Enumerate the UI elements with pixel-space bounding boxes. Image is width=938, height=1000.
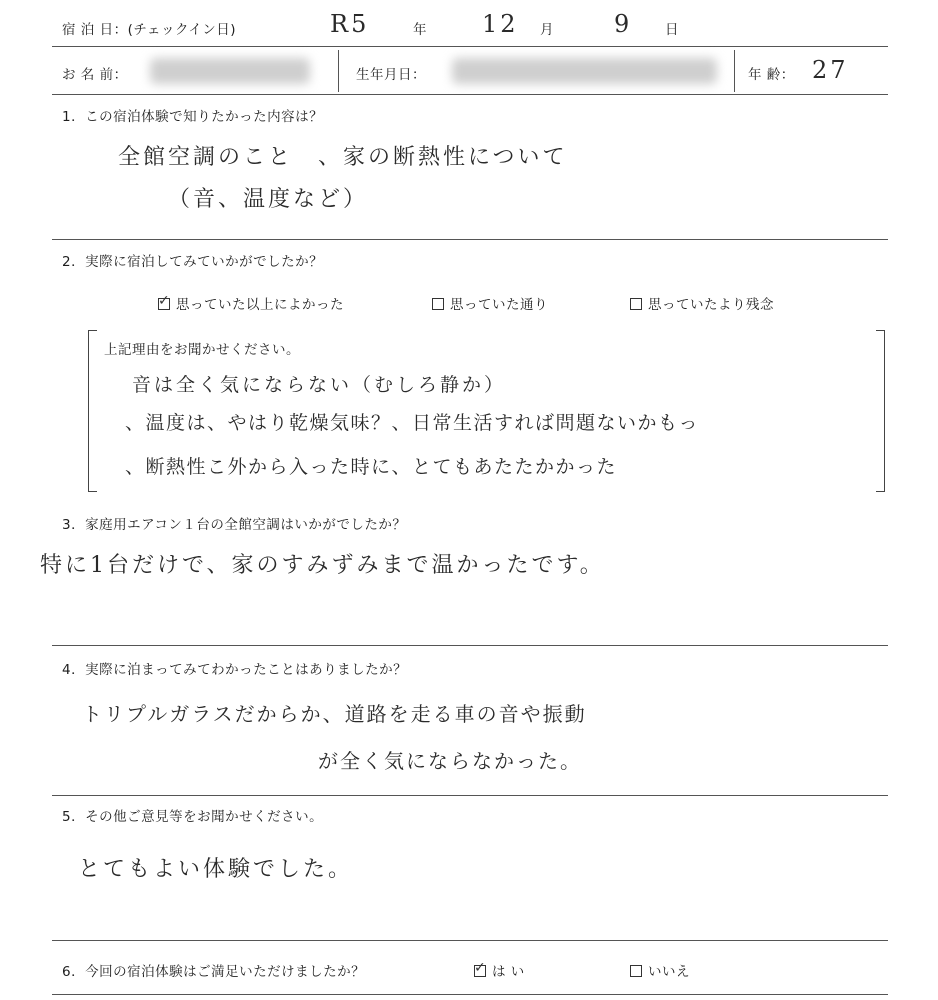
q1-answer-line2: （音、温度など） bbox=[168, 187, 369, 212]
q6-rule bbox=[52, 994, 888, 995]
age-label: 年 齢： bbox=[748, 67, 795, 83]
reason-bracket-right bbox=[876, 330, 885, 492]
q6-option-no-label: いいえ bbox=[648, 964, 690, 980]
q5-answer: とてもよい体験でした。 bbox=[78, 857, 354, 882]
era-year-value: R5 bbox=[330, 10, 370, 38]
q5-rule bbox=[52, 940, 888, 941]
q2-option-worse-label: 思っていたより残念 bbox=[648, 297, 774, 313]
checkmark-icon: ✓ bbox=[474, 960, 487, 976]
q2-reason-line1: 音は全く気にならない（むしろ静か） bbox=[132, 374, 507, 396]
q6-option-yes[interactable] bbox=[474, 960, 525, 980]
q3-answer: 特に1台だけで、家のすみずみまで温かったです。 bbox=[40, 553, 605, 578]
checkbox-icon[interactable] bbox=[474, 960, 487, 977]
header-divider-1 bbox=[338, 50, 339, 92]
q2-reason-line3: 、断熱性こ外から入った時に、とてもあたたかかった bbox=[125, 456, 618, 478]
header-divider-2 bbox=[734, 50, 735, 92]
q6-option-no[interactable] bbox=[630, 960, 690, 980]
name-label: お 名 前： bbox=[62, 67, 128, 83]
redacted-name bbox=[150, 58, 310, 84]
day-value: 9 bbox=[614, 10, 633, 38]
q2-option-as-expected[interactable] bbox=[432, 293, 548, 313]
year-unit: 年 bbox=[413, 22, 427, 38]
header-rule-2 bbox=[52, 94, 888, 95]
q4-answer-line1: トリプルガラスだからか、道路を走る車の音や振動 bbox=[82, 702, 587, 726]
q2-reason-label: 上記理由をお聞かせください。 bbox=[104, 342, 300, 358]
q4-rule bbox=[52, 795, 888, 796]
q4-question: 4．実際に泊まってみてわかったことはありましたか？ bbox=[62, 662, 408, 678]
checkbox-icon[interactable] bbox=[630, 298, 642, 310]
month-unit: 月 bbox=[540, 22, 554, 38]
q2-reason-line2: 、温度は、やはり乾燥気味？、日常生活すれば問題ないかもっ bbox=[125, 412, 700, 434]
q3-rule bbox=[52, 645, 888, 646]
q2-option-better[interactable] bbox=[158, 293, 344, 313]
q6-option-yes-label: は い bbox=[492, 964, 525, 980]
checkmark-icon: ✓ bbox=[158, 293, 171, 309]
q6-question: 6．今回の宿泊体験はご満足いただけましたか？ bbox=[62, 964, 366, 980]
q5-question: 5．その他ご意見等をお聞かせください。 bbox=[62, 809, 324, 825]
checkbox-icon[interactable] bbox=[630, 965, 642, 977]
age-value: 27 bbox=[812, 56, 849, 84]
reason-bracket-left bbox=[88, 330, 97, 492]
redacted-birth-date bbox=[452, 58, 717, 84]
q3-question: 3．家庭用エアコン１台の全館空調はいかがでしたか？ bbox=[62, 517, 407, 533]
q2-option-worse[interactable] bbox=[630, 293, 774, 313]
checkbox-icon[interactable] bbox=[158, 293, 171, 310]
q2-option-better-label: 思っていた以上によかった bbox=[176, 297, 344, 313]
month-value: 12 bbox=[482, 10, 519, 38]
checkbox-icon[interactable] bbox=[432, 298, 444, 310]
q2-question: 2．実際に宿泊してみていかがでしたか？ bbox=[62, 254, 324, 270]
day-unit: 日 bbox=[665, 22, 679, 38]
q1-question: 1．この宿泊体験で知りたかった内容は？ bbox=[62, 109, 324, 125]
q1-answer-line1: 全館空調のこと 、家の断熱性について bbox=[118, 145, 568, 170]
q1-rule bbox=[52, 239, 888, 240]
stay-date-label: 宿 泊 日：(チェックイン日) bbox=[62, 22, 237, 38]
q2-option-as-expected-label: 思っていた通り bbox=[450, 297, 548, 313]
q4-answer-line2: が全く気にならなかった。 bbox=[318, 749, 582, 773]
birth-date-label: 生年月日： bbox=[356, 67, 426, 83]
header-rule-1 bbox=[52, 46, 888, 47]
